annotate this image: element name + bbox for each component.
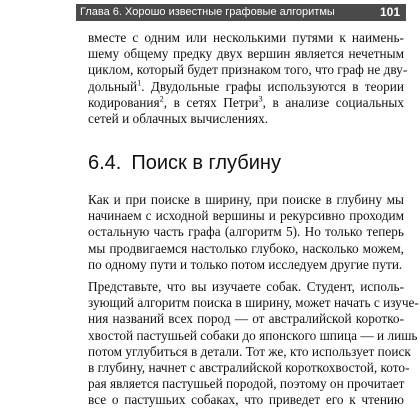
text-line (88, 95, 404, 111)
text-line (88, 79, 404, 95)
running-header (76, 4, 406, 21)
text-line: вместе с одним или несколькими путями к наимень- (88, 30, 404, 45)
text-line: ния названий всех пород — от австралийской коротко- (88, 311, 404, 327)
text-fragment: . Двудольные графы используются в теории (141, 78, 404, 94)
text-line: мы продвигаемся настолько глубоко, насколько можем, (88, 240, 404, 256)
section-number: 6.4. (88, 152, 122, 174)
text-fragment: , в анализе социальных (262, 94, 404, 110)
section-title: Поиск в глубину (131, 152, 281, 174)
text-line: сетей и облачных вычислениях. (88, 110, 269, 126)
text-line: зующий алгоритм поиска в ширину, может начать с изуче- (88, 295, 419, 311)
section-heading (88, 151, 281, 175)
paragraph-dogs-example (88, 279, 419, 409)
text-fragment: кодирования (88, 94, 160, 110)
text-line: Представьте, что вы изучаете собак. Студент, исполь- (88, 279, 404, 294)
text-line: циклом, который будет признаком того, что граф не дву- (88, 62, 408, 78)
text-fragment: , в сетях Петри (163, 94, 259, 110)
paragraph-bipartite (88, 30, 408, 127)
text-line: шему общему предку двух вершин является нечетным (88, 46, 404, 62)
text-line: начинаем с исходной вершины и рекурсивно проходим (88, 208, 404, 224)
text-fragment: дольный (88, 78, 138, 94)
chapter-title: Глава 6. Хорошо известные графовые алгоритмы (80, 6, 335, 18)
text-line: Как и при поиске в ширину, при поиске в глубину мы (88, 192, 404, 207)
text-line: в глубину, начнет с австралийской короткохвостой, кото- (88, 359, 410, 375)
footnote-ref-1: 1 (137, 78, 142, 88)
text-line: по одному пути и только потом исследуем другие пути. (88, 256, 403, 272)
text-line: рая является пастушьей породой, поэтому он прочитает (88, 376, 405, 392)
text-line: остальную часть графа (алгоритм 5). Но только теперь (88, 224, 404, 240)
footnote-ref-3: 3 (258, 94, 263, 104)
footnote-ref-2: 2 (159, 94, 164, 104)
paragraph-dfs-intro (88, 192, 404, 273)
page-number: 101 (379, 5, 400, 19)
text-line: потом углубиться в детали. Тот же, кто использует поиск (88, 343, 411, 359)
text-line: хвостой пастушьей собаки до японского шпица — и лишь (88, 327, 418, 343)
text-line: все о пастушьих собаках, что приведет его к чтению (88, 392, 404, 408)
